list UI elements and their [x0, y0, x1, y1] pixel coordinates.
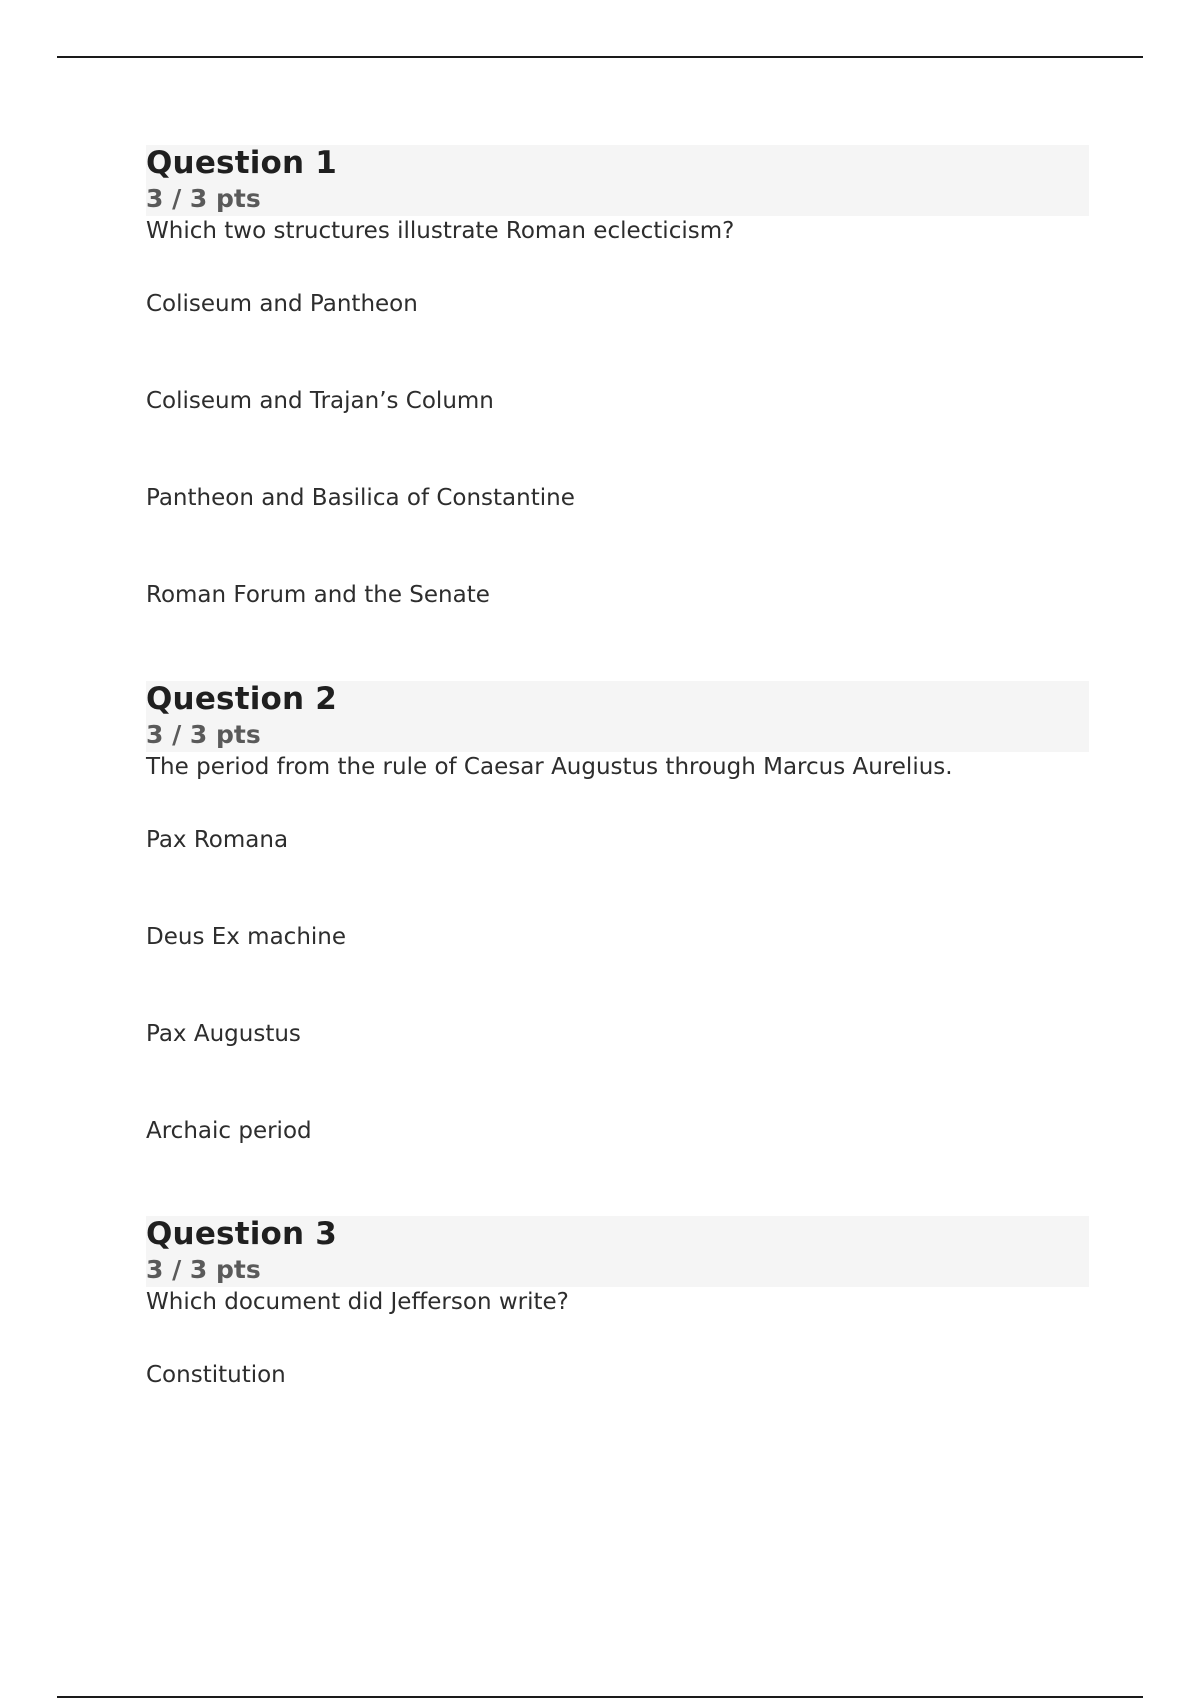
question-text: Which document did Jefferson write?	[146, 1289, 569, 1315]
question-title: Question 2	[146, 681, 338, 717]
question-points: 3 / 3 pts	[146, 1255, 261, 1284]
answer-option[interactable]: Deus Ex machine	[146, 924, 347, 950]
question-header	[146, 145, 1089, 216]
quiz-content	[146, 145, 1089, 1388]
question-1	[146, 145, 1089, 610]
question-2	[146, 681, 1089, 1162]
answer-option[interactable]: Coliseum and Pantheon	[146, 291, 418, 317]
answer-option[interactable]: Roman Forum and the Senate	[146, 582, 490, 608]
top-divider	[57, 56, 1143, 58]
answer-option[interactable]: Pantheon and Basilica of Constantine	[146, 485, 575, 511]
answer-list	[146, 1360, 1089, 1390]
answer-list	[146, 289, 1089, 610]
question-title: Question 1	[146, 145, 338, 181]
question-3	[146, 1216, 1089, 1406]
question-text: Which two structures illustrate Roman eclecticism?	[146, 218, 735, 244]
question-points: 3 / 3 pts	[146, 184, 261, 213]
answer-option[interactable]: Coliseum and Trajan’s Column	[146, 388, 494, 414]
answer-option[interactable]: Pax Romana	[146, 827, 289, 853]
question-header	[146, 1216, 1089, 1287]
answer-option[interactable]: Constitution	[146, 1362, 286, 1388]
question-header	[146, 681, 1089, 752]
answer-option[interactable]: Archaic period	[146, 1118, 312, 1144]
question-text: The period from the rule of Caesar Augustus through Marcus Aurelius.	[146, 754, 953, 780]
answer-list	[146, 825, 1089, 1146]
bottom-divider	[57, 1696, 1143, 1698]
question-title: Question 3	[146, 1216, 338, 1252]
question-points: 3 / 3 pts	[146, 720, 261, 749]
answer-option[interactable]: Pax Augustus	[146, 1021, 301, 1047]
